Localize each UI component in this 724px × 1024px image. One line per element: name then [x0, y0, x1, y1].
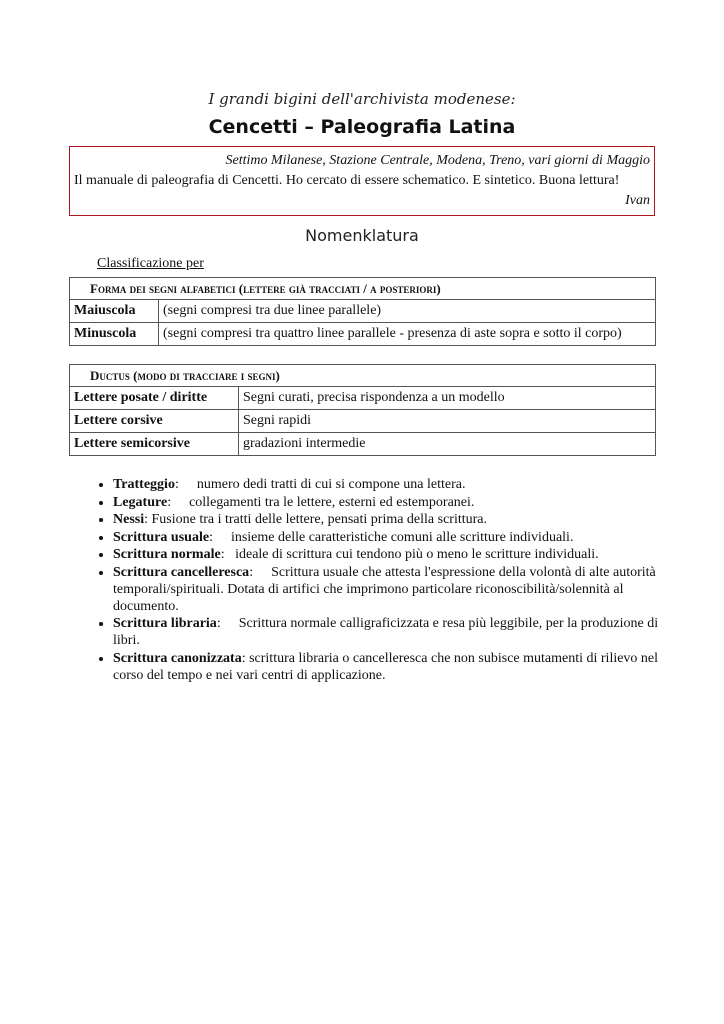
classification-label: Classificazione per — [97, 256, 204, 271]
term-definition: ideale di scrittura cui tendono più o meno le scritture individuali. — [235, 547, 599, 562]
intro-location: Settimo Milanese, Stazione Centrale, Modena, Treno, vari giorni di Maggio — [225, 153, 650, 168]
term-name: Scrittura usuale — [113, 529, 210, 545]
table-row — [70, 387, 656, 410]
table-row — [70, 433, 656, 456]
table-row — [70, 410, 656, 433]
table-cell-value: (segni compresi tra due linee parallele) — [159, 300, 656, 323]
table-forma-header: Forma dei segni alfabetici (lettere già tracciati / a posteriori) — [70, 278, 656, 300]
list-item — [113, 564, 673, 615]
term-definition: Fusione tra i tratti delle lettere, pensati prima della scrittura. — [151, 512, 488, 527]
table-row — [70, 300, 656, 323]
term-separator: : — [209, 529, 213, 545]
table-ductus — [69, 364, 656, 456]
list-item — [113, 494, 673, 511]
table-cell-key: Lettere semicorsive — [70, 433, 239, 456]
terms-list — [88, 476, 673, 684]
table-forma — [69, 277, 656, 346]
term-definition: Scrittura usuale che attesta l'espressione della volontà di alte autorità temporali/spirituali. Dotata di artifici che imprimono particolare riconoscibilità/solennità al documento. — [113, 564, 656, 614]
list-item — [113, 529, 673, 546]
list-item — [113, 511, 673, 528]
document-supertitle: I grandi bigini dell'archivista modenese: — [208, 90, 516, 108]
term-separator: : — [241, 650, 246, 666]
table-cell-key: Maiuscola — [70, 300, 159, 323]
list-item — [113, 615, 673, 649]
term-name: Scrittura libraria — [113, 616, 217, 631]
term-name: Legature — [113, 494, 168, 510]
term-definition: insieme delle caratteristiche comuni alle scritture individuali. — [230, 529, 574, 545]
table-cell-key: Lettere corsive — [70, 410, 239, 433]
term-separator: : — [249, 564, 254, 580]
table-cell-value: (segni compresi tra quattro linee parallele - presenza di aste sopra e sotto il corpo) — [159, 323, 656, 346]
term-separator: : — [174, 477, 179, 492]
term-definition: numero dedi tratti di cui si compone una lettera. — [196, 477, 466, 492]
term-name: Tratteggio — [113, 477, 175, 492]
term-name: Scrittura normale — [113, 547, 221, 562]
intro-box — [69, 146, 655, 216]
term-separator: : — [167, 494, 172, 510]
term-separator: : — [216, 616, 221, 631]
term-separator: : — [220, 547, 225, 562]
term-definition: scrittura libraria o cancelleresca che non subisce mutamenti di rilievo nel corso del tempo e nei vari centri di applicazione. — [113, 650, 659, 683]
term-name: Scrittura canonizzata — [113, 650, 242, 666]
term-definition: Scrittura normale calligraficizzata e resa più leggibile, per la produzione di libri. — [113, 616, 659, 648]
table-cell-value: Segni curati, precisa rispondenza a un modello — [239, 387, 656, 410]
term-name: Nessi — [113, 512, 145, 527]
term-separator: : — [144, 512, 149, 527]
table-ductus-header: Ductus (modo di tracciare i segni) — [70, 365, 656, 387]
table-cell-value: gradazioni intermedie — [239, 433, 656, 456]
list-item — [113, 650, 673, 684]
document-title: Cencetti – Paleografia Latina — [208, 116, 516, 138]
table-cell-key: Minuscola — [70, 323, 159, 346]
term-definition: collegamenti tra le lettere, esterni ed estemporanei. — [189, 494, 475, 510]
intro-signature: Ivan — [625, 193, 650, 208]
list-item — [113, 476, 673, 493]
table-cell-key: Lettere posate / diritte — [70, 387, 239, 410]
intro-body: Il manuale di paleografia di Cencetti. Ho cercato di essere schematico. E sintetico. Buona lettura! — [74, 173, 620, 188]
section-title: Nomenklatura — [305, 226, 419, 245]
table-row — [70, 323, 656, 346]
term-name: Scrittura cancelleresca — [113, 564, 250, 580]
table-cell-value: Segni rapidi — [239, 410, 656, 433]
list-item — [113, 546, 673, 563]
